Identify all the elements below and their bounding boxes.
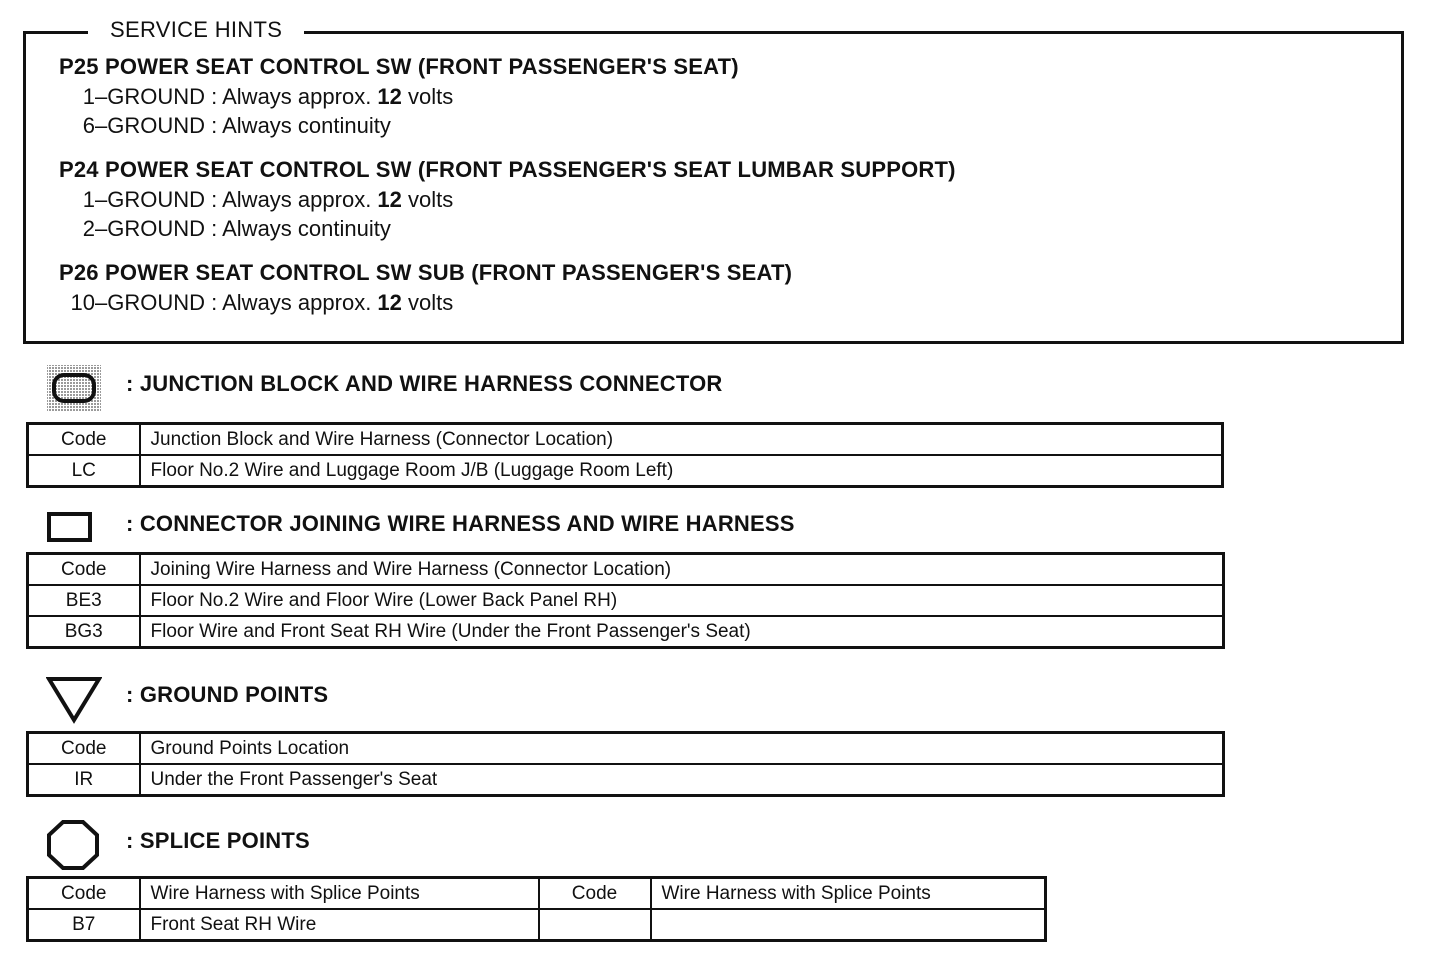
table-cell: Floor Wire and Front Seat RH Wire (Under the Front Passenger's Seat) (140, 616, 1224, 648)
table-row (28, 616, 1224, 648)
table-row (28, 764, 1224, 796)
table-cell-code: BE3 (28, 585, 140, 616)
hint-group-p26 (59, 258, 792, 317)
table-header-row (28, 554, 1224, 586)
hint-unit: volts (401, 84, 454, 109)
table-cell (651, 909, 1046, 941)
service-hints-box (23, 31, 1404, 344)
hint-heading: P26 POWER SEAT CONTROL SW SUB (FRONT PASSENGER'S SEAT) (59, 260, 793, 285)
connector-table (26, 552, 1225, 649)
hint-number: 12 (377, 84, 402, 109)
table-header-cell: Joining Wire Harness and Wire Harness (Connector Location) (140, 554, 1224, 586)
table-cell-code: IR (28, 764, 140, 796)
hint-pin: 1–GROUND (82, 84, 205, 109)
splice-table (26, 876, 1047, 942)
hint-text: Always approx. (222, 84, 378, 109)
table-cell: Floor No.2 Wire and Luggage Room J/B (Luggage Room Left) (140, 455, 1223, 487)
hint-row (59, 185, 956, 214)
table-cell: Floor No.2 Wire and Floor Wire (Lower Back Panel RH) (140, 585, 1224, 616)
table-header-cell: Wire Harness with Splice Points (651, 878, 1046, 910)
splice-legend-title: : SPLICE POINTS (126, 828, 310, 853)
hint-group-p24 (59, 155, 956, 243)
table-cell: Under the Front Passenger's Seat (140, 764, 1224, 796)
junction-legend-title: : JUNCTION BLOCK AND WIRE HARNESS CONNECTOR (126, 371, 723, 396)
hint-number: 12 (377, 290, 402, 315)
hint-pin: 6–GROUND (82, 113, 205, 138)
table-header-cell: Code (28, 878, 140, 910)
table-header-cell: Code (28, 424, 140, 456)
hint-text: Always continuity (222, 113, 391, 138)
hint-sep: : (205, 113, 223, 138)
hint-group-p25 (59, 52, 739, 140)
hint-text: Always approx. (222, 187, 378, 212)
connector-rectangle-icon (47, 511, 93, 543)
hint-sep: : (205, 84, 223, 109)
ground-legend-title: : GROUND POINTS (126, 682, 329, 707)
hint-row (59, 288, 792, 317)
table-cell-code (539, 909, 651, 941)
hint-row (59, 82, 739, 111)
table-header-cell: Code (28, 733, 140, 765)
table-header-row (28, 424, 1223, 456)
table-row (28, 585, 1224, 616)
hint-text: Always approx. (222, 290, 378, 315)
hint-row (59, 214, 956, 243)
ground-table (26, 731, 1225, 797)
table-header-row (28, 878, 1046, 910)
hint-pin: 1–GROUND (82, 187, 205, 212)
table-header-cell: Junction Block and Wire Harness (Connector Location) (140, 424, 1223, 456)
hint-unit: volts (401, 290, 454, 315)
splice-octagon-icon (46, 819, 100, 871)
hint-sep: : (205, 187, 223, 212)
table-cell-code: B7 (28, 909, 140, 941)
hint-unit: volts (401, 187, 454, 212)
hint-row (59, 111, 739, 140)
hint-sep: : (205, 216, 223, 241)
table-row (28, 455, 1223, 487)
hint-number: 12 (377, 187, 402, 212)
table-header-cell: Ground Points Location (140, 733, 1224, 765)
table-row (28, 909, 1046, 941)
junction-block-icon (46, 364, 102, 412)
hint-text: Always continuity (222, 216, 391, 241)
service-hints-title: SERVICE HINTS (88, 17, 304, 43)
table-cell: Front Seat RH Wire (140, 909, 539, 941)
junction-table (26, 422, 1224, 488)
connector-legend-title: : CONNECTOR JOINING WIRE HARNESS AND WIRE HARNESS (126, 511, 795, 536)
table-header-cell: Code (539, 878, 651, 910)
table-cell-code: BG3 (28, 616, 140, 648)
table-header-cell: Wire Harness with Splice Points (140, 878, 539, 910)
table-cell-code: LC (28, 455, 140, 487)
ground-triangle-icon (46, 676, 102, 724)
hint-heading: P24 POWER SEAT CONTROL SW (FRONT PASSENGER'S SEAT LUMBAR SUPPORT) (59, 157, 956, 182)
hint-sep: : (205, 290, 223, 315)
table-header-row (28, 733, 1224, 765)
hint-pin: 2–GROUND (82, 216, 205, 241)
table-header-cell: Code (28, 554, 140, 586)
hint-heading: P25 POWER SEAT CONTROL SW (FRONT PASSENGER'S SEAT) (59, 54, 739, 79)
hint-pin: 10–GROUND (70, 290, 205, 315)
